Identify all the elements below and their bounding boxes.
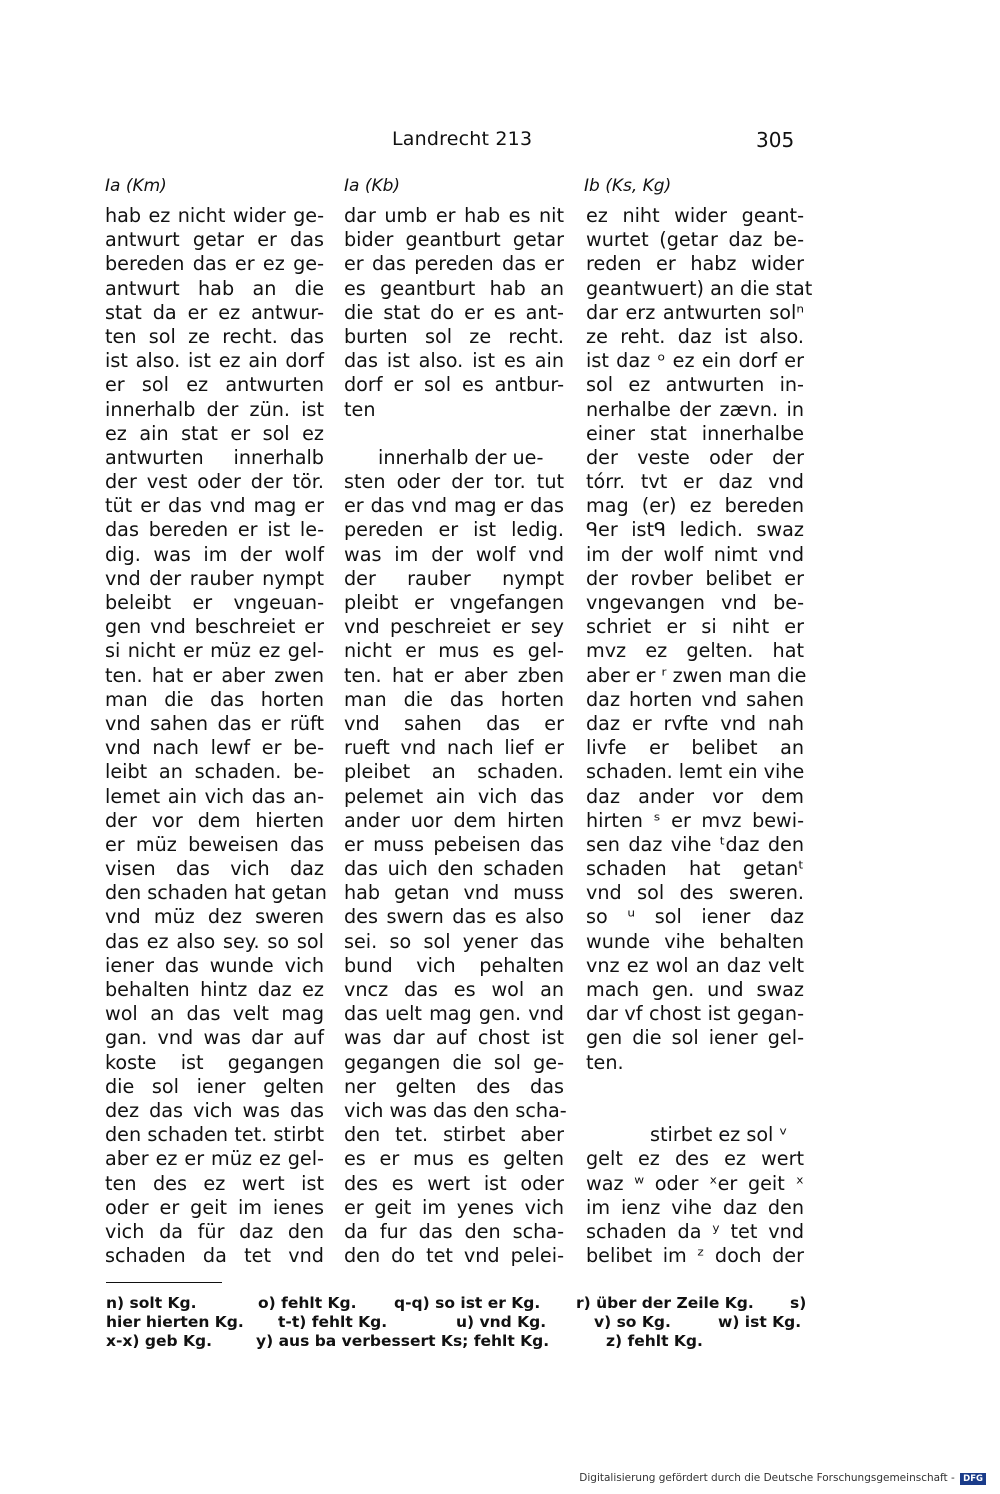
blank-line [586,1099,804,1123]
text-line: burten sol ze recht. [344,324,564,348]
text-line: schaden da ʸ tet vnd [586,1219,804,1243]
text-line: wol an das velt mag [105,1002,324,1026]
text-line: den schaden tet. stirbt [105,1123,324,1147]
text-line: si nicht er müz ez gel- [105,639,324,663]
text-line: iener das wunde vich [105,953,324,977]
text-line: das ez also sey. so sol [105,929,324,953]
text-line: was im der wolf vnd [344,542,564,566]
text-line: schaden. lemt ein vihe [586,760,805,784]
text-line: ten. hat er aber zwen [105,663,324,687]
text-line: des swern das es also [344,905,564,929]
text-line: sol ez antwurten in- [586,373,804,397]
text-line: das ist also. ist es ain [344,349,564,373]
footnote-u: u) vnd Kg. [456,1313,547,1331]
text-line: ander uor dem hirten [344,808,564,832]
text-line: den do tet vnd pelei- [344,1244,564,1268]
text-line: im ienz vihe daz den [586,1195,804,1219]
text-line: pereden er ist ledig. [344,518,564,542]
text-line: visen das vich daz [105,857,324,881]
text-line: ten. hat er aber zben [344,663,564,687]
text-line: stirbet ez sol ᵛ [650,1123,788,1147]
blank-line [344,422,564,446]
text-line: reden er habz wider [586,252,804,276]
column-heading-km: Ia (Km) [105,176,167,196]
text-line: mach gen. und swaz [586,978,804,1001]
text-line: der veste oder der [586,445,804,469]
text-line: vnd nach lewf er be- [105,736,324,760]
text-line: pleibt er vngefangen [344,591,564,614]
text-line: es er mus es gelten [344,1147,564,1171]
footnote-s-cont: hier hierten Kg. [106,1313,244,1331]
text-line: oder er geit im ienes [105,1195,324,1219]
text-line: bund vich pehalten [344,953,564,977]
text-line: ten [344,397,376,421]
text-line: ez niht wider geant- [586,204,804,227]
column-heading-kb: Ia (Kb) [344,176,401,196]
text-line: dar erz antwurten solⁿ [586,300,804,324]
text-line: vnd der rauber nympt [105,566,324,590]
text-line: antwurten innerhalb [105,445,324,469]
text-line: vich was das den scha- [344,1098,567,1122]
text-line: tüt er das vnd mag er [105,494,324,518]
text-line: gen die sol iener gel- [586,1026,804,1050]
text-line: vnd müz dez sweren [105,905,324,929]
footnote-x: x-x) geb Kg. [106,1332,213,1350]
text-line: man die das horten [344,687,564,711]
footnote-o: o) fehlt Kg. [258,1294,357,1312]
text-line: daz er rvfte vnd nah [586,711,804,735]
text-line: aber ez er müz ez gel- [105,1147,324,1171]
digitization-credit [579,1472,986,1485]
text-line: da fur das den scha- [344,1219,564,1243]
text-line: wurtet (getar daz be- [586,228,804,252]
text-line: vncz das es wol an [344,978,564,1001]
text-line: ist daz ᵒ ez ein dorf er [586,349,804,373]
text-line: dez das vich was das [105,1098,324,1122]
text-line: hab getan vnd muss [344,881,564,905]
footnote-n: n) solt Kg. [106,1294,197,1312]
text-line: der rauber nympt [344,566,564,590]
footnote-line [106,1313,816,1332]
text-line: es geantburt hab an [344,276,564,300]
text-line: den tet. stirbet aber [344,1123,564,1147]
text-line: bereden das er ez ge- [105,252,324,276]
text-line: tórr. tvt er daz vnd [586,470,804,494]
text-line: leibt an schaden. be- [105,760,324,784]
text-line: ten des ez wert ist [105,1171,324,1195]
text-line: nerhalbe der zævn. in [586,397,804,421]
text-line: schaden da tet vnd [105,1244,324,1268]
text-line: wunde vihe behalten [586,929,804,953]
text-line: ten sol ze recht. das [105,324,324,348]
text-column-ks-kg [586,204,813,1268]
text-line: schaden hat getanᵗ [586,857,804,881]
text-line: hab ez nicht wider ge- [105,204,324,227]
text-line: vnd sol des sweren. [586,881,804,905]
text-line: der vest oder der tör. [105,470,324,494]
text-line: waz ʷ oder ˣer geit ˣ [586,1171,804,1195]
text-line: er muss pebeisen das [344,832,564,856]
text-line: das uich den schaden [344,857,564,881]
text-line: innerhalb der ue- [378,445,544,469]
text-line: dar vf chost ist gegan- [586,1002,804,1026]
text-line: der rovber belibet er [586,566,804,590]
text-line: behalten hintz daz ez [105,978,324,1001]
blank-line [586,1075,804,1099]
footnote-t: t-t) fehlt Kg. [278,1313,388,1331]
dfg-logo: DFG [960,1473,986,1485]
text-line: man die das horten [105,687,324,711]
footnote-v: v) so Kg. [594,1313,671,1331]
footnote-rule [106,1282,222,1283]
footnote-s: s) [790,1294,807,1312]
footnote-line [106,1294,816,1313]
text-line: mvz ez gelten. hat [586,639,804,663]
text-line: schriet er si niht er [586,615,804,639]
text-line: er geit im yenes vich [344,1195,564,1219]
text-line: er müz beweisen das [105,832,324,856]
text-line: ner gelten des das [344,1074,564,1098]
text-line: die stat do er es ant- [344,300,564,324]
text-line: pelemet ain vich das [344,784,564,808]
text-line: der vor dem hierten [105,808,324,832]
text-line: ist also. ist ez ain dorf [105,349,324,373]
text-line: des es wert ist oder [344,1171,564,1195]
text-line: dig. was im der wolf [105,542,324,566]
footnote-w: w) ist Kg. [718,1313,802,1331]
footnote-r: r) über der Zeile Kg. [576,1294,754,1312]
text-line: vnd sahen das er [344,711,564,735]
text-line: die sol iener gelten [105,1074,324,1098]
text-line: nicht er mus es gel- [344,639,564,663]
text-line: gelt ez des ez wert [586,1147,804,1171]
credit-text: Digitalisierung gefördert durch die Deutsche Forschungsgemeinschaft - [579,1472,955,1484]
text-line: dorf er sol es antbur- [344,373,564,397]
text-line: er sol ez antwurten [105,373,324,397]
text-line: vnd peschreiet er sey [344,615,564,639]
text-line: im der wolf nimt vnd [586,542,804,566]
text-line: ze reht. daz ist also. [586,324,804,348]
footnote-line [106,1332,816,1351]
text-line: gan. vnd was dar auf [105,1026,324,1050]
text-line: ᑫer istᑫ ledich. swaz [586,518,804,542]
text-line: daz horten vnd sahen [586,687,804,711]
text-line: aber er ʳ zwen man die [586,663,807,687]
footnotes [106,1294,816,1351]
text-line: belibet im ᶻ doch der [586,1244,804,1268]
text-line: vnd sahen das er rüft [105,711,324,735]
text-line: den schaden hat getan [105,881,327,905]
text-line: koste ist gegangen [105,1050,324,1074]
footnote-y: y) aus ba verbessert Ks; fehlt Kg. [256,1332,550,1350]
text-line: sen daz vihe ᵗdaz den [586,832,804,856]
text-line: gen vnd beschreiet er [105,615,324,639]
text-column-kb [344,204,567,1268]
text-line: so ᵘ sol iener daz [586,905,804,929]
text-line: rueft vnd nach lief er [344,736,564,760]
text-line: hirten ˢ er mvz bewi- [586,808,804,832]
page-number: 305 [756,128,795,152]
text-line: er das vnd mag er das [344,494,564,518]
text-line: livfe er belibet an [586,736,804,760]
text-line: innerhalb der zün. ist [105,397,324,421]
text-line: geantwuert) an die stat [586,276,813,300]
text-line: vngevangen vnd be- [586,591,804,614]
text-column-km [105,204,327,1268]
footnote-q: q-q) so ist er Kg. [394,1294,541,1312]
text-line: dar umb er hab es nit [344,204,564,227]
running-title: Landrecht 213 [392,128,533,150]
text-line: gegangen die sol ge- [344,1050,564,1074]
text-line: das bereden er ist le- [105,518,324,542]
text-line: sei. so sol yener das [344,929,564,953]
column-heading-ks-kg: Ib (Ks, Kg) [584,176,672,196]
text-line: bider geantburt getar [344,228,564,252]
text-line: lemet ain vich das an- [105,784,324,808]
text-line: pleibet an schaden. [344,760,564,784]
text-line: was dar auf chost ist [344,1026,564,1050]
text-line: vnz ez wol an daz velt [586,953,804,977]
text-line: vich da für daz den [105,1219,324,1243]
text-line: beleibt er vngeuan- [105,591,324,614]
text-line: stat da er ez antwur- [105,300,324,324]
text-line: ten. [586,1050,624,1074]
text-line: er das pereden das er [344,252,564,276]
text-line: antwurt hab an die [105,276,324,300]
text-line: ez ain stat er sol ez [105,421,324,445]
text-line: daz ander vor dem [586,784,804,808]
text-line: das uelt mag gen. vnd [344,1002,564,1026]
text-line: antwurt getar er das [105,228,324,252]
text-line: mag (er) ez bereden [586,494,804,518]
text-line: sten oder der tor. tut [344,470,564,494]
text-line: einer stat innerhalbe [586,421,804,445]
footnote-z: z) fehlt Kg. [606,1332,703,1350]
